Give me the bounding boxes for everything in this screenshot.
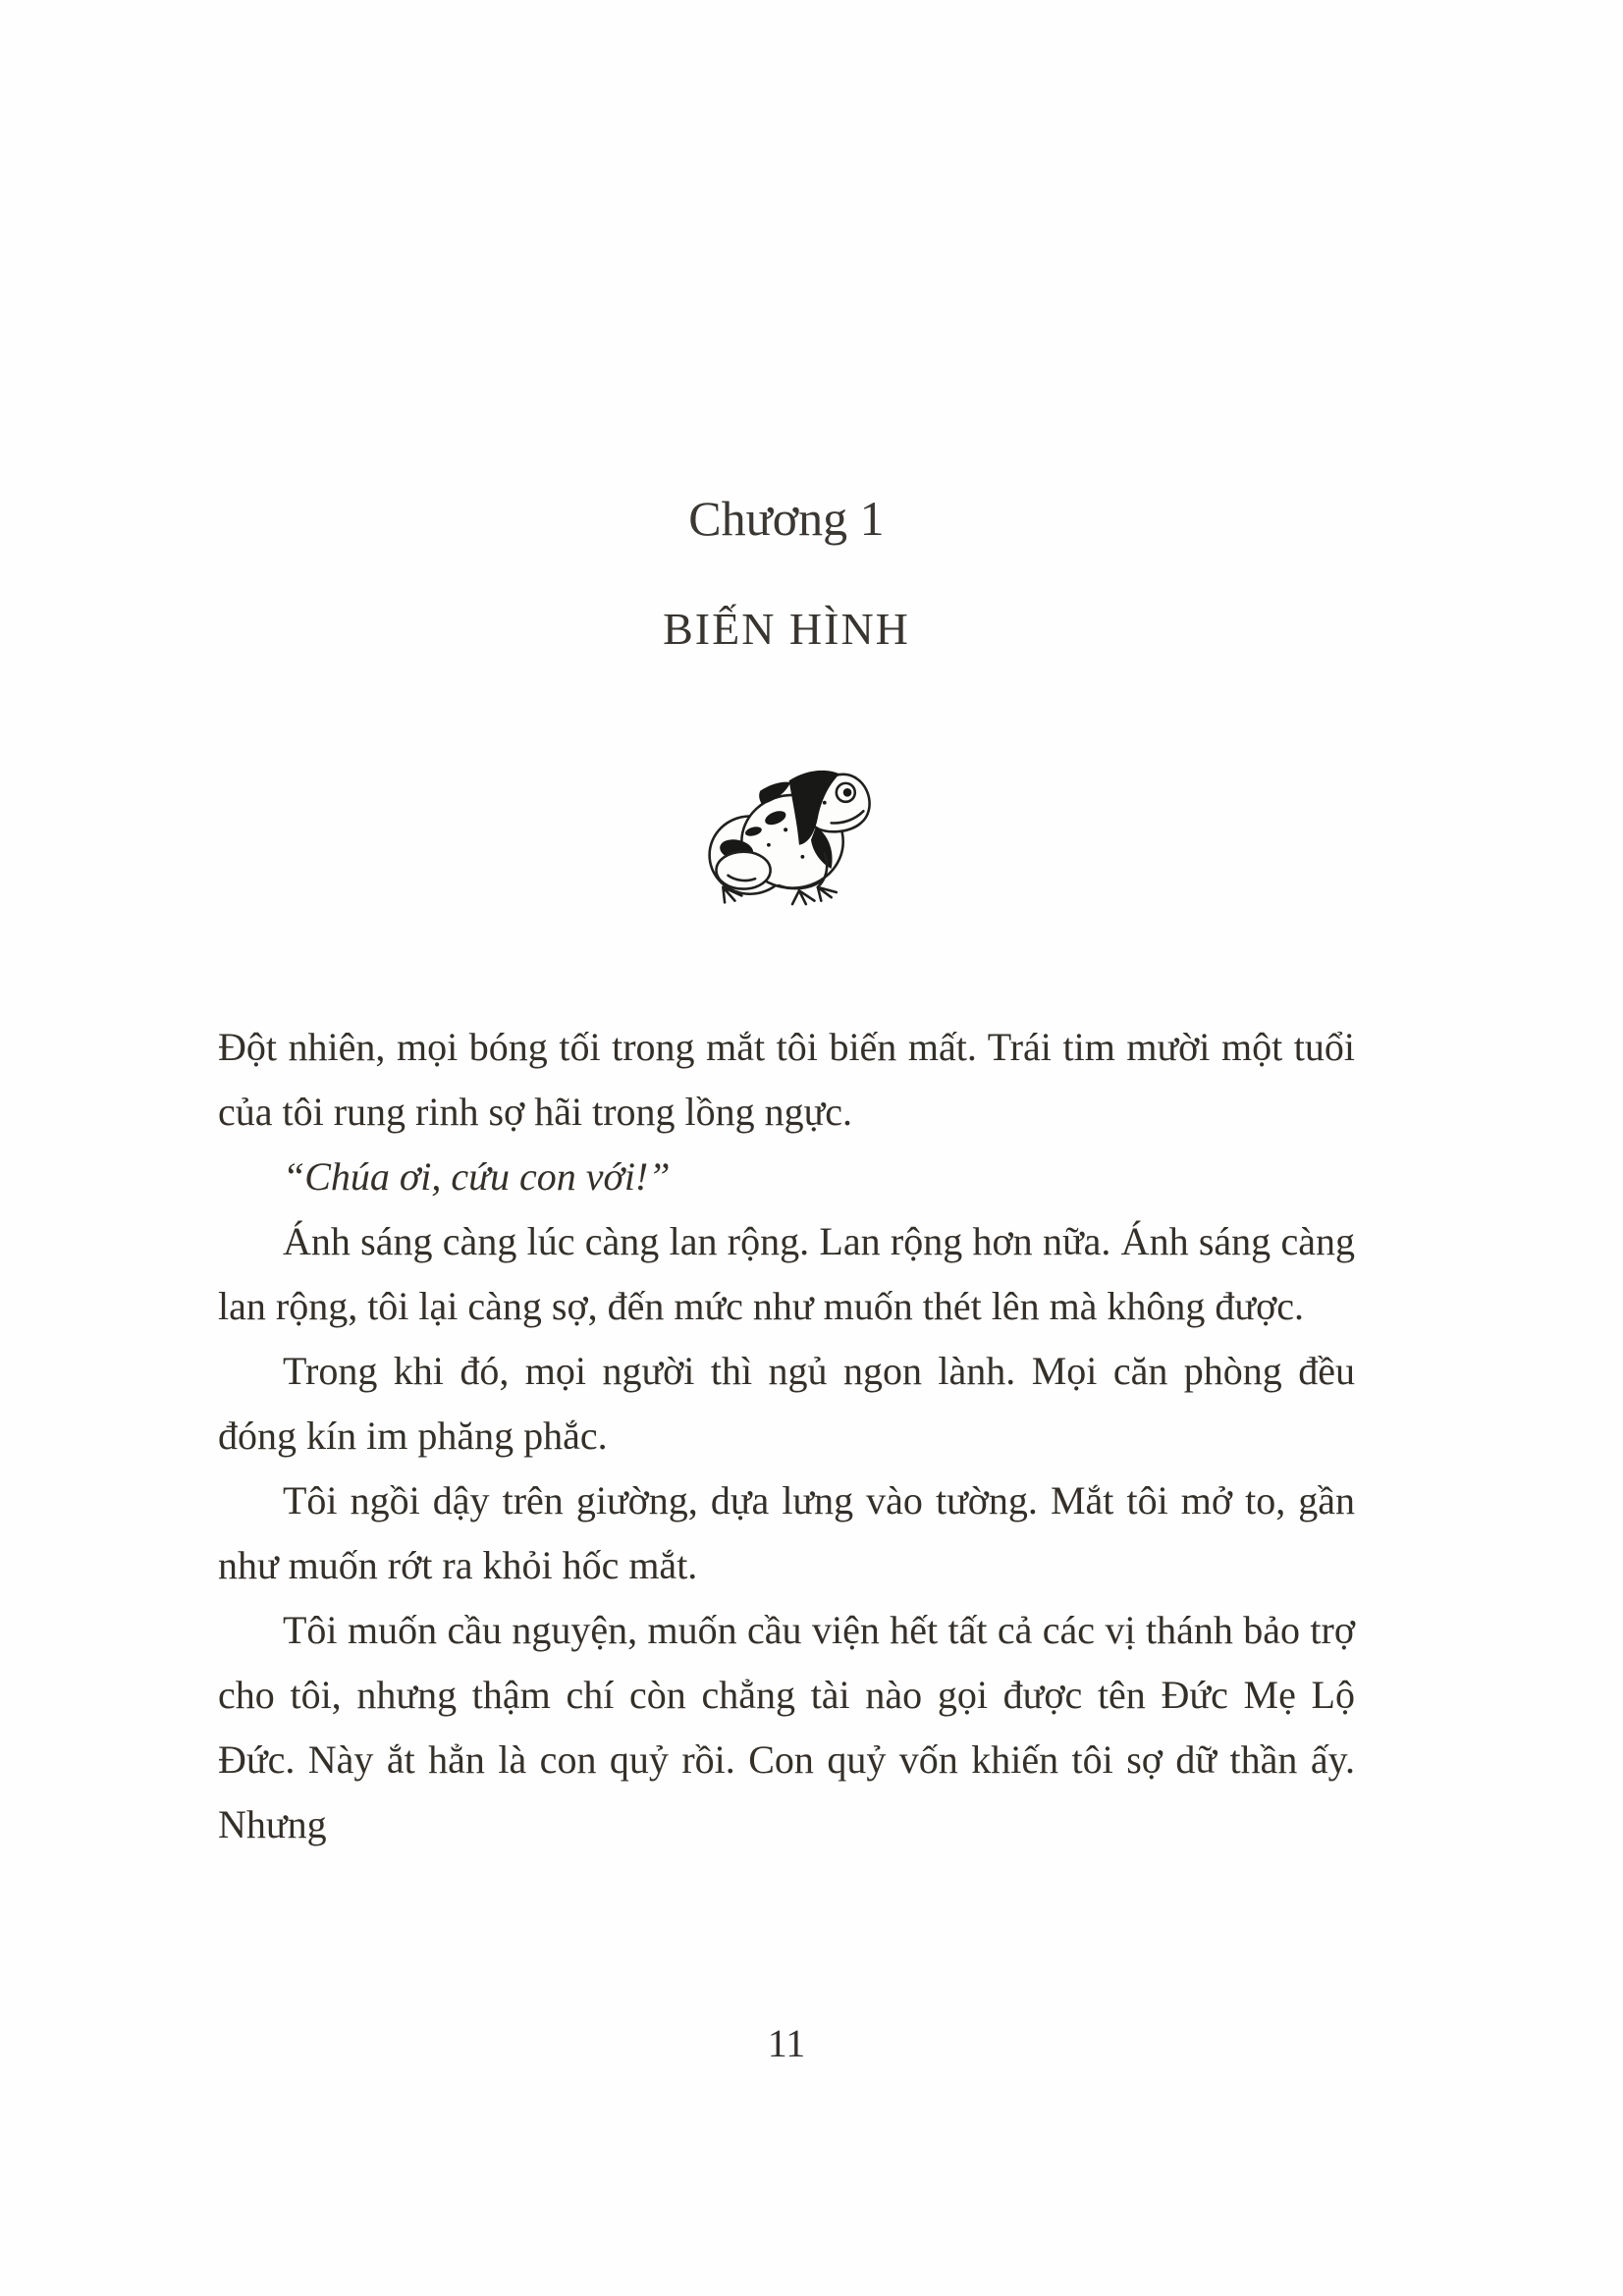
paragraph: Ánh sáng càng lúc càng lan rộng. Lan rộng hơn nữa. Ánh sáng càng lan rộng, tôi lại càng sợ, đến mức như muốn thét lên mà không được.	[218, 1219, 1355, 1328]
toad-drawing-icon	[697, 752, 876, 917]
chapter-title: BIẾN HÌNH	[663, 604, 910, 654]
paragraph: Tôi ngồi dậy trên giường, dựa lưng vào tường. Mắt tôi mở to, gần như muốn rớt ra khỏi hốc mắt.	[218, 1478, 1355, 1587]
paragraph: “Chúa ơi, cứu con với!”	[283, 1154, 671, 1199]
page-number: 11	[767, 2021, 806, 2065]
chapter-number: Chương 1	[688, 491, 885, 546]
toad-illustration	[218, 752, 1355, 917]
paragraph: Tôi muốn cầu nguyện, muốn cầu viện hết tất cả các vị thánh bảo trợ cho tôi, nhưng thậm chí còn chẳng tài nào gọi được tên Đức Mẹ Lộ Đức. Này ắt hẳn là con quỷ rồi. Con quỷ vốn khiến tôi sợ dữ thần ấy. Nhưng	[218, 1608, 1355, 1846]
paragraph: Đột nhiên, mọi bóng tối trong mắt tôi biến mất. Trái tim mười một tuổi của tôi rung rinh sợ hãi trong lồng ngực.	[218, 1025, 1355, 1134]
paragraph: Trong khi đó, mọi người thì ngủ ngon lành. Mọi căn phòng đều đóng kín im phăng phắc.	[218, 1349, 1355, 1458]
body-text	[218, 1015, 1355, 1857]
text-block	[218, 0, 1355, 1857]
